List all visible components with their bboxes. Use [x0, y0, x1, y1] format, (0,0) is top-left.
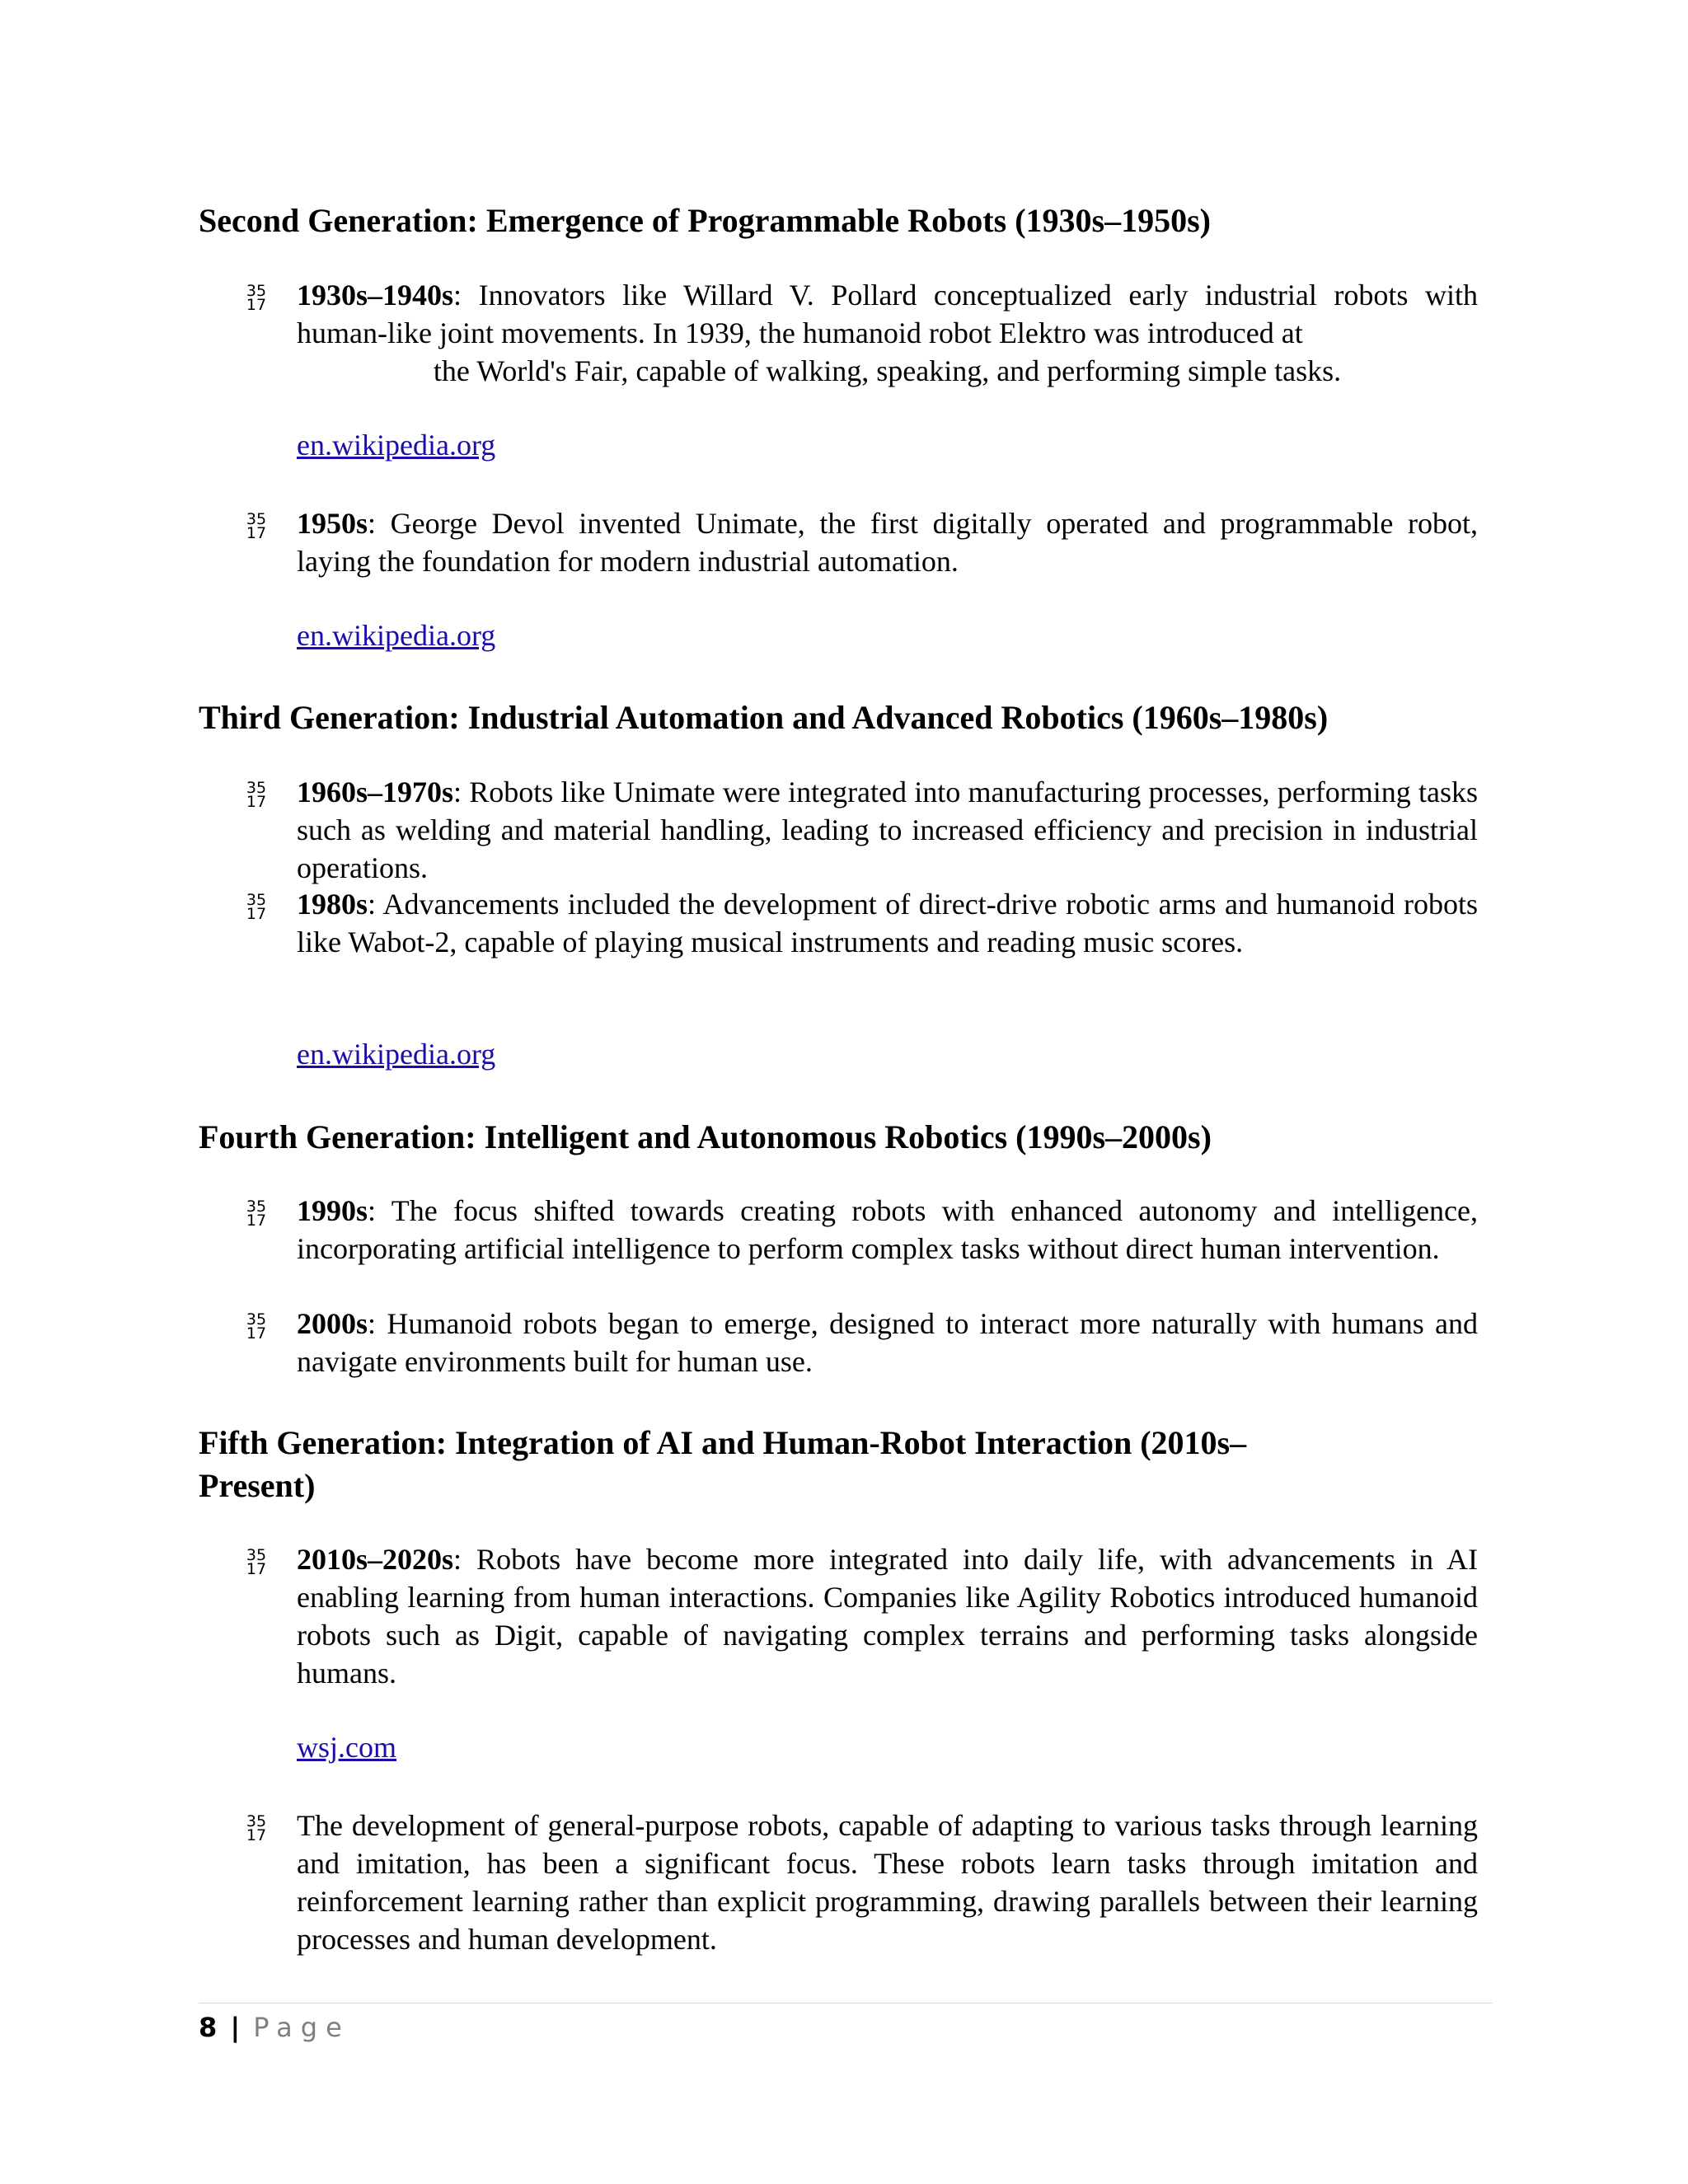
page-number: 8	[199, 2012, 218, 2043]
bullet-icon: 35 17	[246, 779, 267, 811]
list-item-1950s	[244, 504, 1478, 580]
list-item-1930s-1940s	[244, 276, 1478, 390]
section-heading-fourth-generation: Fourth Generation: Intelligent and Autonomous Robotics (1990s–2000s)	[199, 1118, 1212, 1155]
list-item-label: 1980s	[297, 888, 368, 921]
section-heading-fifth-generation	[199, 1422, 1493, 1507]
bullet-icon: 35 17	[246, 1310, 267, 1343]
bullet-icon: 35 17	[246, 510, 267, 542]
list-item-body: The development of general-purpose robots, capable of adapting to various tasks through learning and imitation, has been a significant focus. These robots learn tasks through imitation and reinforcement learning rather than explicit programming, drawing parallels between their learning processes and human development.	[297, 1809, 1478, 1956]
heading-line-2: Present)	[199, 1467, 316, 1504]
list-item-body: : Innovators like Willard V. Pollard conceptualized early industrial robots with human-like joint movements. In 1939, the humanoid robot Elektro was introduced at	[297, 279, 1478, 349]
list-item-text	[297, 1305, 1478, 1380]
bullet-icon: 35 17	[246, 1812, 267, 1844]
list-item-label: 2000s	[297, 1307, 368, 1340]
heading-line-1: Fifth Generation: Integration of AI and Human-Robot Interaction (2010s–	[199, 1424, 1247, 1461]
list-item-body: : Advancements included the development of direct-drive robotic arms and humanoid robots like Wabot-2, capable of playing musical instruments and reading music scores.	[297, 888, 1478, 958]
bullet-icon: 35 17	[246, 1197, 267, 1230]
list-item-text	[297, 1807, 1478, 1958]
list-item-general-purpose-robots	[244, 1807, 1478, 1958]
footer-divider	[199, 2003, 1493, 2004]
list-item-2010s-2020s	[244, 1540, 1478, 1692]
list-item-body: : Robots have become more integrated into daily life, with advancements in AI enabling learning from human interactions. Companies like Agility Robotics introduced humanoid robots such as Digit, capable of navigating complex terrains and performing tasks alongside humans.	[297, 1543, 1478, 1690]
list-item-text	[297, 276, 1478, 390]
list-item-text	[297, 504, 1478, 580]
bullet-icon: 35 17	[246, 1546, 267, 1578]
list-item-body: : The focus shifted towards creating robots with enhanced autonomy and intelligence, incorporating artificial intelligence to perform complex tasks without direct human intervention.	[297, 1194, 1478, 1265]
list-item-1960s-1970s	[244, 773, 1478, 887]
list-item-label: 2010s–2020s	[297, 1543, 454, 1576]
source-link[interactable]: en.wikipedia.org	[297, 1038, 496, 1071]
page-label: Page	[253, 2012, 350, 2043]
list-item-text	[297, 773, 1478, 887]
section-heading-second-generation: Second Generation: Emergence of Programmable Robots (1930s–1950s)	[199, 202, 1211, 239]
list-item-text	[297, 1540, 1478, 1692]
list-item-body-continued: the World's Fair, capable of walking, speaking, and performing simple tasks.	[433, 354, 1342, 387]
list-item-label: 1990s	[297, 1194, 368, 1227]
section-heading-third-generation: Third Generation: Industrial Automation and Advanced Robotics (1960s–1980s)	[199, 699, 1329, 736]
list-item-1990s	[244, 1192, 1478, 1268]
source-link[interactable]: wsj.com	[297, 1731, 396, 1764]
list-item-label: 1930s–1940s	[297, 279, 454, 312]
list-item-body: : Humanoid robots began to emerge, designed to interact more naturally with humans and navigate environments built for human use.	[297, 1307, 1478, 1378]
list-item-body: : George Devol invented Unimate, the first digitally operated and programmable robot, laying the foundation for modern industrial automation.	[297, 507, 1478, 578]
bullet-icon: 35 17	[246, 282, 267, 314]
list-item-body: : Robots like Unimate were integrated into manufacturing processes, performing tasks such as welding and material handling, leading to increased efficiency and precision in industrial operations.	[297, 776, 1478, 884]
list-item-text	[297, 1192, 1478, 1268]
page-footer	[199, 2011, 350, 2044]
list-item-label: 1960s–1970s	[297, 776, 454, 808]
source-link[interactable]: en.wikipedia.org	[297, 619, 496, 652]
list-item-label: 1950s	[297, 507, 368, 540]
list-item-1980s	[244, 885, 1478, 961]
footer-separator: |	[230, 2012, 241, 2043]
list-item-text	[297, 885, 1478, 961]
list-item-2000s	[244, 1305, 1478, 1380]
source-link[interactable]: en.wikipedia.org	[297, 429, 496, 462]
bullet-icon: 35 17	[246, 891, 267, 923]
